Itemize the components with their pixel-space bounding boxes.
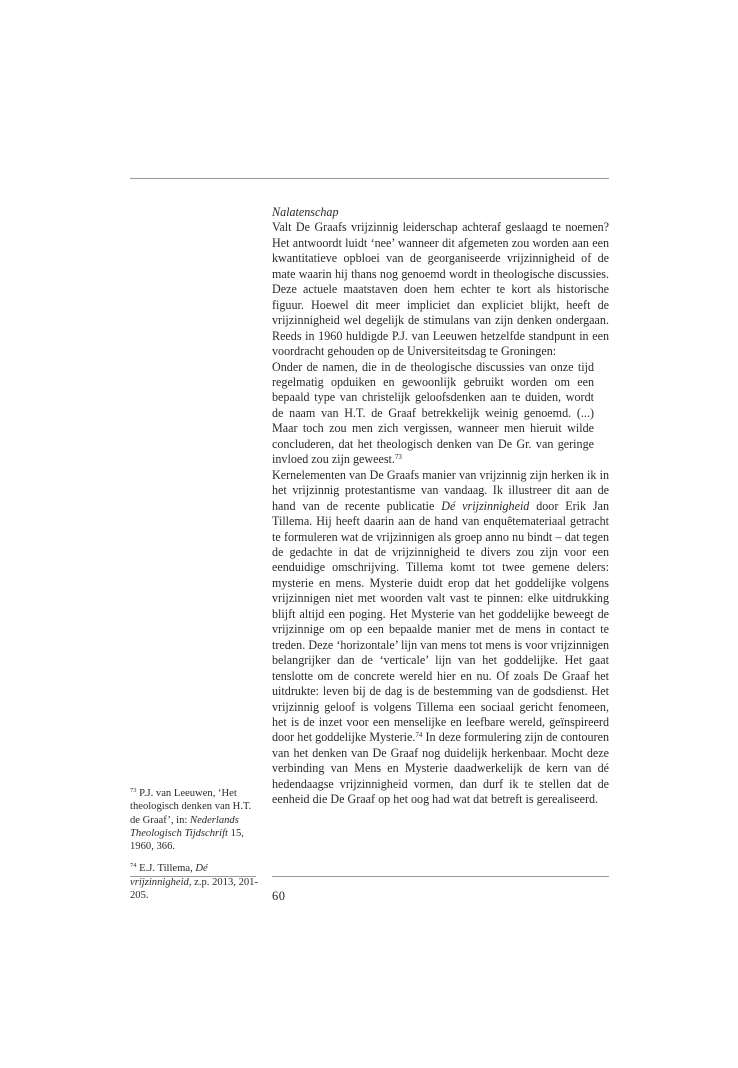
- footnote-text: 15, 1960, 366.: [130, 827, 244, 853]
- body-paragraph-2: [272, 468, 609, 808]
- bottom-rule-main: [272, 876, 609, 877]
- footnote-ref-74: 74: [415, 731, 423, 740]
- para2-text-3: In deze formulering zijn de contouren van het denken van De Graaf nog duidelijk herkenbaar. Mocht deze verbinding van Mens en Mysterie daadwerkelijk de kern van dé hedendaagse vrijzinnigheid vormen, dan durf ik te stellen dat de eenheid die De Graaf op het oog had wat dat betreft is gerealiseerd.: [272, 730, 609, 807]
- footnote-number: 73: [130, 787, 137, 794]
- footnote-number: 74: [130, 862, 137, 870]
- main-text-column: [272, 205, 609, 808]
- footnote-text: P.J. van Leeuwen, ‘Het theologisch denken van H.T. de Graaf’, in:: [130, 788, 252, 826]
- section-heading: Nalatenschap: [272, 205, 339, 219]
- page-number: 60: [272, 889, 286, 903]
- para2-text-2: door Erik Jan Tillema. Hij heeft daarin aan de hand van enquêtemateriaal getracht te formuleren wat de vrijzinnigen als groep anno nu bindt – dat tegen de gedachte in dat de vrijzinnigheid te divers zou zijn voor een eenduidige omschrijving. Tillema komt tot twee gemene delers: mysterie en mens. Mysterie duidt erop dat het goddelijke volgens vrijzinnigen niet met woorden valt vast te pinnen: elke uitdrukking blijft altijd een poging. Het Mysterie van het goddelijke beweegt de vrijzinnige om op een bepaalde manier met de mens in contact te treden. Deze ‘horizontale’ lijn van mens tot mens is voor vrijzinnigen belangrijker dan de ‘verticale’ lijn van het goddelijke. Het gaat tenslotte om de concrete wereld hier en nu. Of zoals De Graaf het uitdrukte: leven bij de dag is de bestemming van de godsdienst. Het vrijzinnig geloof is volgens Tillema een sociaal gericht fenomeen, het is de inzet voor een menselijke en leefbare wereld, geïnspireerd door het goddelijke Mysterie.: [272, 498, 610, 745]
- quote-text: Onder de namen, die in de theologische discussies van onze tijd regelmatig opduiken en gewoonlijk gebruikt worden om een bepaald type van christelijk geloofsdenken aan te duiden, wordt de naam van H.T. de Graaf betrekkelijk weinig genoemd. (...) Maar toch zou men zich vergissen, wanneer men hieruit wilde concluderen, dat het theologisch denken van De Gr. van geringe invloed zou zijn geweest.: [272, 359, 594, 467]
- footnote-73: [130, 787, 258, 853]
- body-paragraph-1: Valt De Graafs vrijzinnig leiderschap achteraf geslaagd te noemen? Het antwoordt luidt ‘nee’ wanneer dit afgemeten zou worden aan een kwantitatieve opbloei van de georganiseerde vrijzinnigheid of de mate waarin hij thans nog genoemd wordt in theologische discussies. Deze actuele maatstaven doen hem echter te kort als historische figuur. Hoewel dit meer impliciet dan expliciet blijkt, heeft de vrijzinnigheid wel degelijk de stimulans van zijn denken ondergaan. Reeds in 1960 huldigde P.J. van Leeuwen hetzelfde standpunt in een voordracht gehouden op de Universiteitsdag te Groningen:: [272, 220, 609, 359]
- para2-text-1: Kernelementen van De Graafs manier van vrijzinnig zijn herken ik in het vrijzinnig protestantisme van vandaag. Ik illustreer dit aan de hand van de recente publicatie: [272, 467, 609, 513]
- footnote-book-title: Dé vrijzinnigheid: [130, 863, 208, 888]
- book-title: Dé vrijzinnigheid: [441, 498, 530, 513]
- block-quote: [272, 360, 594, 468]
- bottom-rule-margin: [130, 876, 256, 877]
- footnote-journal-title: Nederlands Theologisch Tijdschrift: [130, 814, 239, 839]
- footnote-74: [130, 862, 258, 902]
- footnote-text: E.J. Tillema,: [136, 863, 196, 875]
- top-rule: [130, 178, 609, 179]
- footnote-text: , z.p. 2013, 201-205.: [130, 876, 259, 902]
- footnotes-column: [130, 787, 258, 911]
- footnote-ref-73: 73: [394, 453, 402, 462]
